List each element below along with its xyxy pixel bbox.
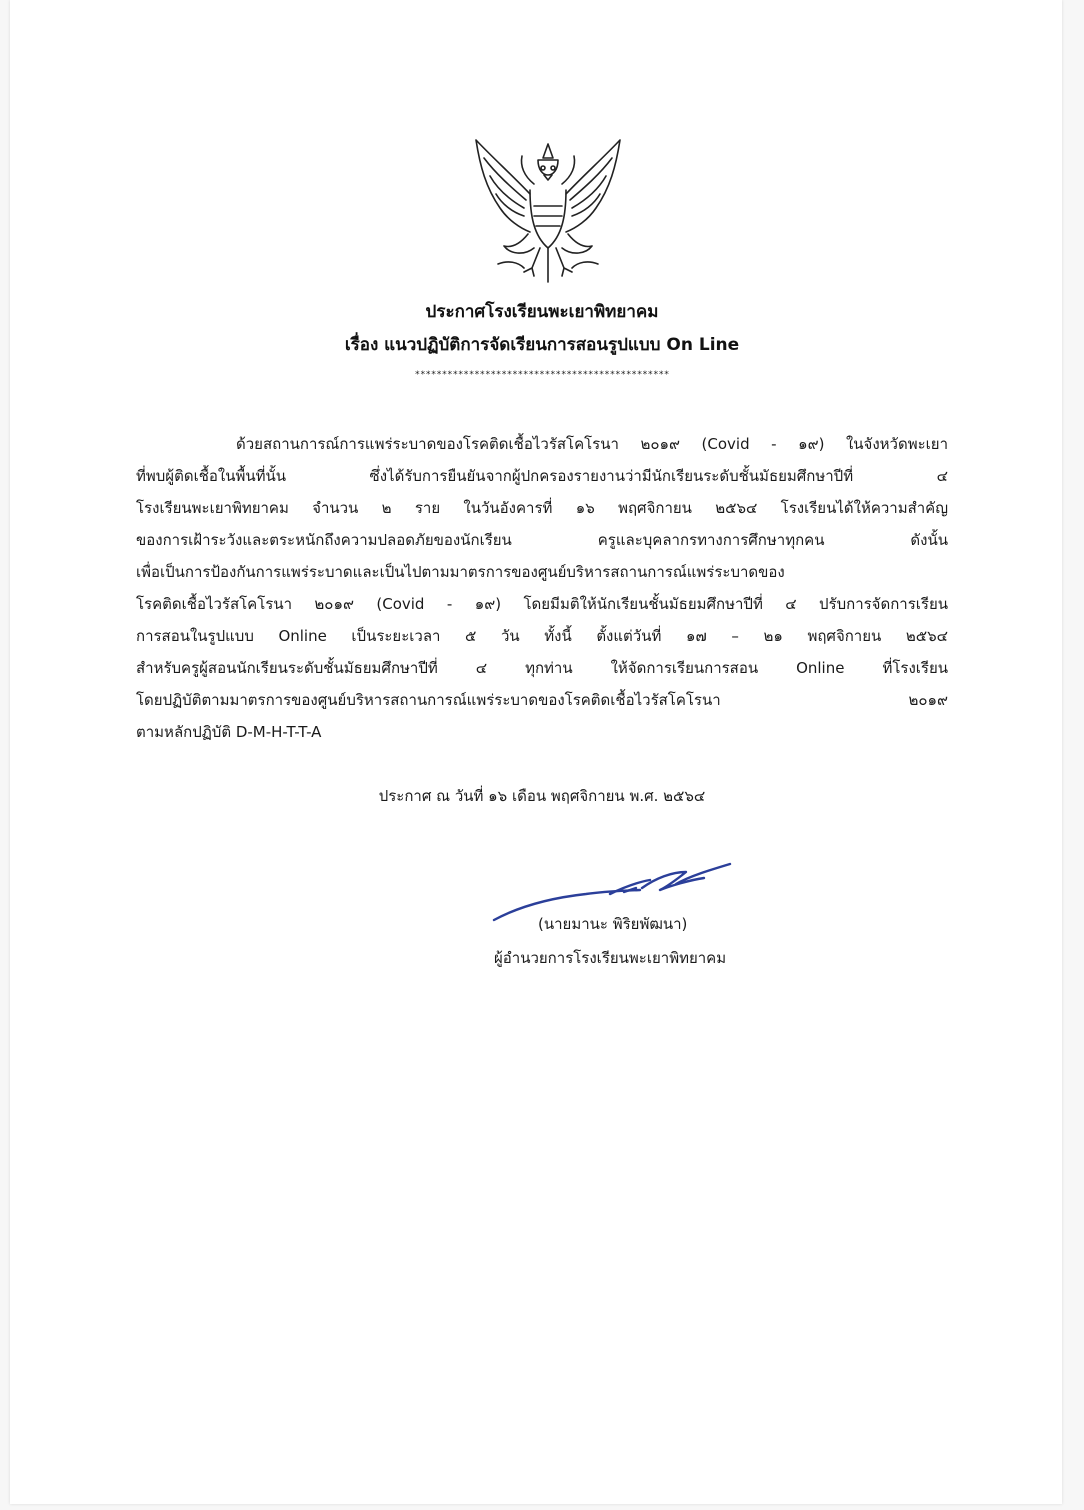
body-line: โรงเรียนพะเยาพิทยาคม จำนวน ๒ ราย ในวันอังคารที่ ๑๖ พฤศจิกายน ๒๕๖๔ โรงเรียนได้ให้ความสำคัญ [136, 499, 948, 517]
body-line: เพื่อเป็นการป้องกันการแพร่ระบาดและเป็นไปตามมาตรการของศูนย์บริหารสถานการณ์แพร่ระบาดของ [136, 563, 785, 581]
body-line: ของการเฝ้าระวังและตระหนักถึงความปลอดภัยของนักเรียน ครูและบุคลากรทางการศึกษาทุกคน ดังนั้น [136, 531, 948, 549]
signer-name: (นายมานะ พิริยพัฒนา) [538, 915, 688, 933]
body-line: ด้วยสถานการณ์การแพร่ระบาดของโรคติดเชื้อไวรัสโคโรนา ๒๐๑๙ (Covid - ๑๙) ในจังหวัดพะเยา [236, 435, 948, 453]
body-line: สำหรับครูผู้สอนนักเรียนระดับชั้นมัธยมศึกษาปีที่ ๔ ทุกท่าน ให้จัดการเรียนการสอน Online ที่โรงเรียน [136, 659, 948, 677]
body-line: โดยปฏิบัติตามมาตรการของศูนย์บริหารสถานการณ์แพร่ระบาดของโรคติดเชื้อไวรัสโคโรนา ๒๐๑๙ [136, 691, 948, 709]
body-line: การสอนในรูปแบบ Online เป็นระยะเวลา ๕ วัน ทั้งนี้ ตั้งแต่วันที่ ๑๗ – ๒๑ พฤศจิกายน ๒๕๖๔ [136, 627, 948, 645]
announcement-body [136, 428, 948, 748]
body-line: ที่พบผู้ติดเชื้อในพื้นที่นั้น ซึ่งได้รับการยืนยันจากผู้ปกครองรายงานว่ามีนักเรียนระดับชั้นมัธยมศึกษาปีที่ ๔ [136, 467, 948, 485]
document-subject: เรื่อง แนวปฏิบัติการจัดเรียนการสอนรูปแบบ On Line [344, 335, 740, 355]
signer-title: ผู้อำนวยการโรงเรียนพะเยาพิทยาคม [494, 949, 727, 967]
document-title: ประกาศโรงเรียนพะเยาพิทยาคม [425, 302, 659, 322]
body-line: โรคติดเชื้อไวรัสโคโรนา ๒๐๑๙ (Covid - ๑๙) โดยมีมติให้นักเรียนชั้นมัธยมศึกษาปีที่ ๔ ปรับการจัดการเรียน [136, 595, 948, 613]
body-line: ตามหลักปฏิบัติ D-M-H-T-T-A [136, 723, 322, 741]
divider-line: *********************************************** [414, 370, 670, 380]
garuda-emblem-icon [468, 136, 628, 286]
announcement-date: ประกาศ ณ วันที่ ๑๖ เดือน พฤศจิกายน พ.ศ. ๒๕๖๔ [378, 787, 706, 805]
